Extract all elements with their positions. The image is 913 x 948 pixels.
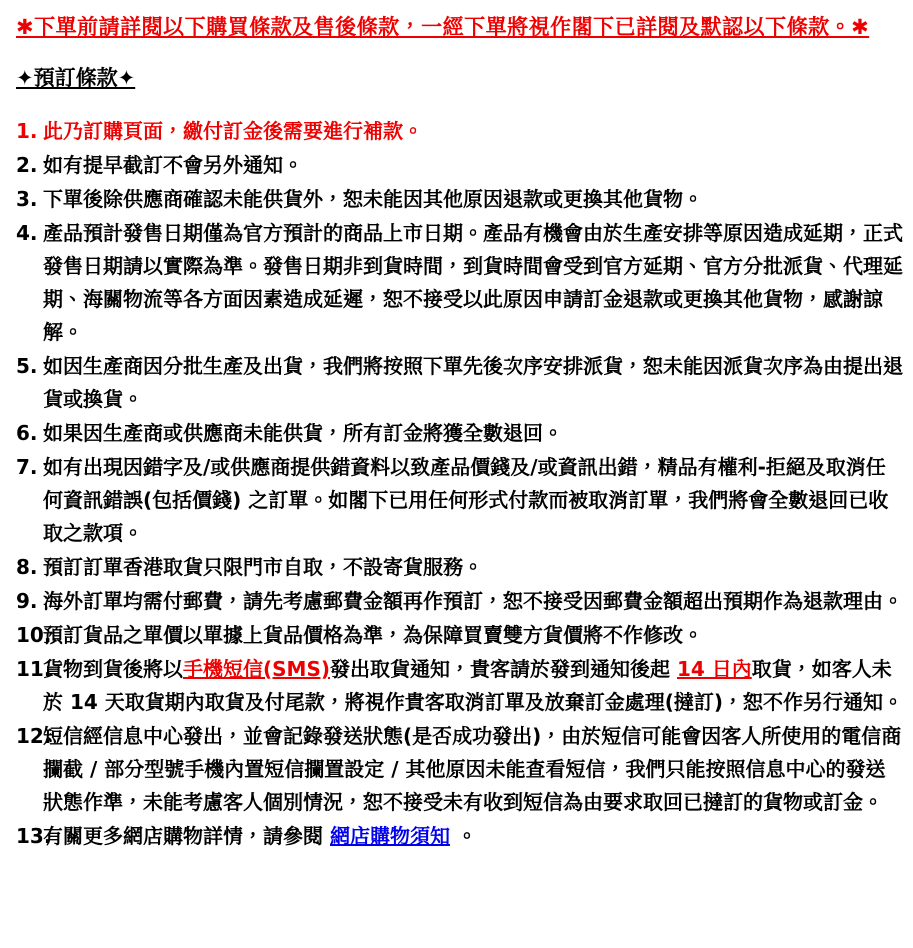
term-item-2 [16,149,905,182]
term-text [43,217,905,349]
term-text-run: 海外訂單均需付郵費，請先考慮郵費金額再作預訂，恕不接受因郵費金額超出預期作為退款理由。 [43,589,903,613]
term-text [43,585,905,618]
term-text [43,183,905,216]
term-text [43,720,905,819]
term-text [43,417,905,450]
term-text-run: 貨物到貨後將以 [43,657,183,681]
term-number: 10. [16,623,52,647]
term-item-8 [16,551,905,584]
term-item-12 [16,720,905,819]
term-item-6 [16,417,905,450]
term-text [43,350,905,416]
term-text-run: 手機短信(SMS) [183,657,330,681]
term-text-run: 下單後除供應商確認未能供貨外，恕未能因其他原因退款或更換其他貨物。 [43,187,703,211]
term-number: 12. [16,724,52,748]
term-number: 1. [16,119,38,143]
term-number: 11. [16,657,52,681]
term-text-run: 如有出現因錯字及/或供應商提供錯資料以致產品價錢及/或資訊出錯，精品有權利-拒絕及取消任何資訊錯誤(包括價錢) 之訂單。如閣下已用任何形式付款而被取消訂單，我們將會全數退回已收取之款項。 [43,455,889,545]
term-text [43,149,905,182]
term-text-run: 如有提早截訂不會另外通知。 [43,153,303,177]
term-text-run: 預訂貨品之單價以單據上貨品價格為準，為保障買賣雙方貨價將不作修改。 [43,623,703,647]
term-text-run: 產品預計發售日期僅為官方預計的商品上市日期。產品有機會由於生產安排等原因造成延期，正式發售日期請以實際為準。發售日期非到貨時間，到貨時間會受到官方延期、官方分批派貨、代理延期、海關物流等各方面因素造成延遲，恕不接受以此原因申請訂金退款或更換其他貨物，感謝諒解。 [43,221,903,344]
term-text [43,619,905,652]
term-text-run: 。 [449,824,477,848]
term-text [43,115,905,148]
term-number: 4. [16,221,38,245]
term-text-run: 預訂訂單香港取貨只限門市自取，不設寄貨服務。 [43,555,483,579]
pre-order-warning-banner: ✱下單前請詳閱以下購買條款及售後條款，一經下單將視作閣下已詳閱及默認以下條款。✱ [16,15,870,39]
term-text-run: 有關更多網店購物詳情，請參閱 [43,824,330,848]
term-item-9 [16,585,905,618]
terms-list [16,115,905,853]
term-text [43,820,905,853]
term-item-13 [16,820,905,853]
term-text-run: 14 日內 [676,657,752,681]
section-title-preorder-terms: ✦預訂條款✦ [16,66,136,90]
store-shopping-notes-link[interactable]: 網店購物須知 [329,824,450,848]
term-text-run: 如果因生產商或供應商未能供貨，所有訂金將獲全數退回。 [43,421,563,445]
term-item-1 [16,115,905,148]
term-item-11 [16,653,905,719]
term-number: 5. [16,354,38,378]
term-number: 7. [16,455,38,479]
term-text-run: 如因生產商因分批生產及出貨，我們將按照下單先後次序安排派貨，恕未能因派貨次序為由提出退貨或換貨。 [43,354,903,411]
term-item-5 [16,350,905,416]
term-item-4 [16,217,905,349]
term-text-run: 取貨，如客人未於 14 天取貨期內取貨及付尾款，將視作貴客取消訂單及放棄訂金處理(撻訂)，恕不作另行通知。 [43,657,904,714]
term-item-10 [16,619,905,652]
term-item-3 [16,183,905,216]
term-number: 6. [16,421,38,445]
term-number: 8. [16,555,38,579]
term-text-run: 此乃訂購頁面，繳付訂金後需要進行補款。 [43,119,423,143]
term-text [43,451,905,550]
term-text [43,551,905,584]
term-number: 13. [16,824,52,848]
term-number: 3. [16,187,38,211]
term-number: 2. [16,153,38,177]
term-text [43,653,905,719]
term-number: 9. [16,589,38,613]
term-text-run: 發出取貨通知，貴客請於發到通知後起 [330,657,677,681]
term-item-7 [16,451,905,550]
term-text-run: 短信經信息中心發出，並會記錄發送狀態(是否成功發出)，由於短信可能會因客人所使用的電信商攔截 / 部分型號手機內置短信攔置設定 / 其他原因未能查看短信，我們只能按照信息中心的發送狀態作準，未能考慮客人個別情況，恕不接受未有收到短信為由要求取回已撻訂的貨物或訂金。 [43,724,902,814]
